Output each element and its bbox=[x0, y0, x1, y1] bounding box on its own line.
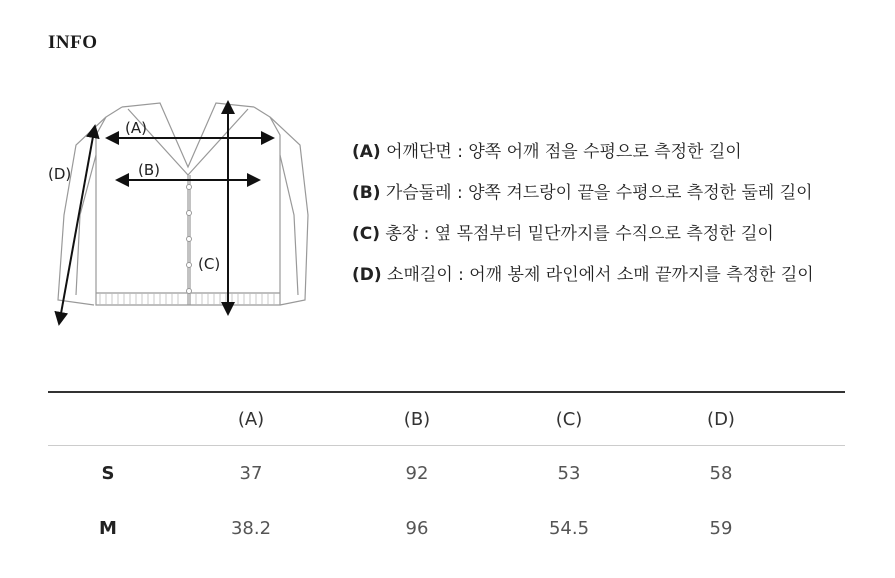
description-b bbox=[352, 179, 814, 220]
header-cell-b: (B) bbox=[403, 408, 431, 430]
size-label: S bbox=[101, 463, 115, 484]
value-cell: 53 bbox=[557, 463, 581, 484]
header-cell-c: (C) bbox=[555, 408, 583, 430]
arrow-d bbox=[60, 131, 94, 319]
description-key: (B) bbox=[352, 183, 381, 203]
value-cell: 38.2 bbox=[230, 518, 272, 539]
measurement-descriptions bbox=[352, 138, 814, 302]
description-d bbox=[352, 261, 814, 302]
description-text: 소매길이 : 어깨 봉제 라인에서 소매 끝까지를 측정한 길이 bbox=[381, 265, 814, 285]
description-a bbox=[352, 138, 814, 179]
size-label: M bbox=[99, 518, 117, 539]
description-text: 어깨단면 : 양쪽 어깨 점을 수평으로 측정한 길이 bbox=[380, 142, 742, 162]
value-cell: 59 bbox=[709, 518, 733, 539]
table-row bbox=[48, 446, 845, 501]
table-header-row bbox=[48, 393, 845, 445]
description-key: (D) bbox=[352, 265, 382, 285]
cardigan-diagram bbox=[40, 95, 310, 335]
description-text: 총장 : 옆 목점부터 밑단까지를 수직으로 측정한 길이 bbox=[380, 224, 774, 244]
label-c: (C) bbox=[198, 255, 221, 273]
value-cell: 37 bbox=[239, 463, 263, 484]
table-row bbox=[48, 501, 845, 556]
header-cell-a: (A) bbox=[237, 408, 265, 430]
description-key: (A) bbox=[352, 142, 381, 162]
button-1 bbox=[187, 185, 192, 190]
value-cell: 96 bbox=[405, 518, 429, 539]
label-d: (D) bbox=[48, 165, 72, 183]
button-5 bbox=[187, 289, 192, 294]
value-cell: 54.5 bbox=[548, 518, 590, 539]
value-cell: 58 bbox=[709, 463, 733, 484]
button-3 bbox=[187, 237, 192, 242]
description-text: 가슴둘레 : 양쪽 겨드랑이 끝을 수평으로 측정한 둘레 길이 bbox=[380, 183, 813, 203]
value-cell: 92 bbox=[405, 463, 429, 484]
label-a: (A) bbox=[125, 119, 147, 137]
cardigan-illustration bbox=[40, 95, 310, 335]
description-c bbox=[352, 220, 814, 261]
label-b: (B) bbox=[138, 161, 160, 179]
button-2 bbox=[187, 211, 192, 216]
size-table bbox=[48, 391, 845, 556]
description-key: (C) bbox=[352, 224, 381, 244]
button-4 bbox=[187, 263, 192, 268]
page-title: INFO bbox=[48, 32, 98, 53]
header-cell-d: (D) bbox=[707, 408, 735, 430]
